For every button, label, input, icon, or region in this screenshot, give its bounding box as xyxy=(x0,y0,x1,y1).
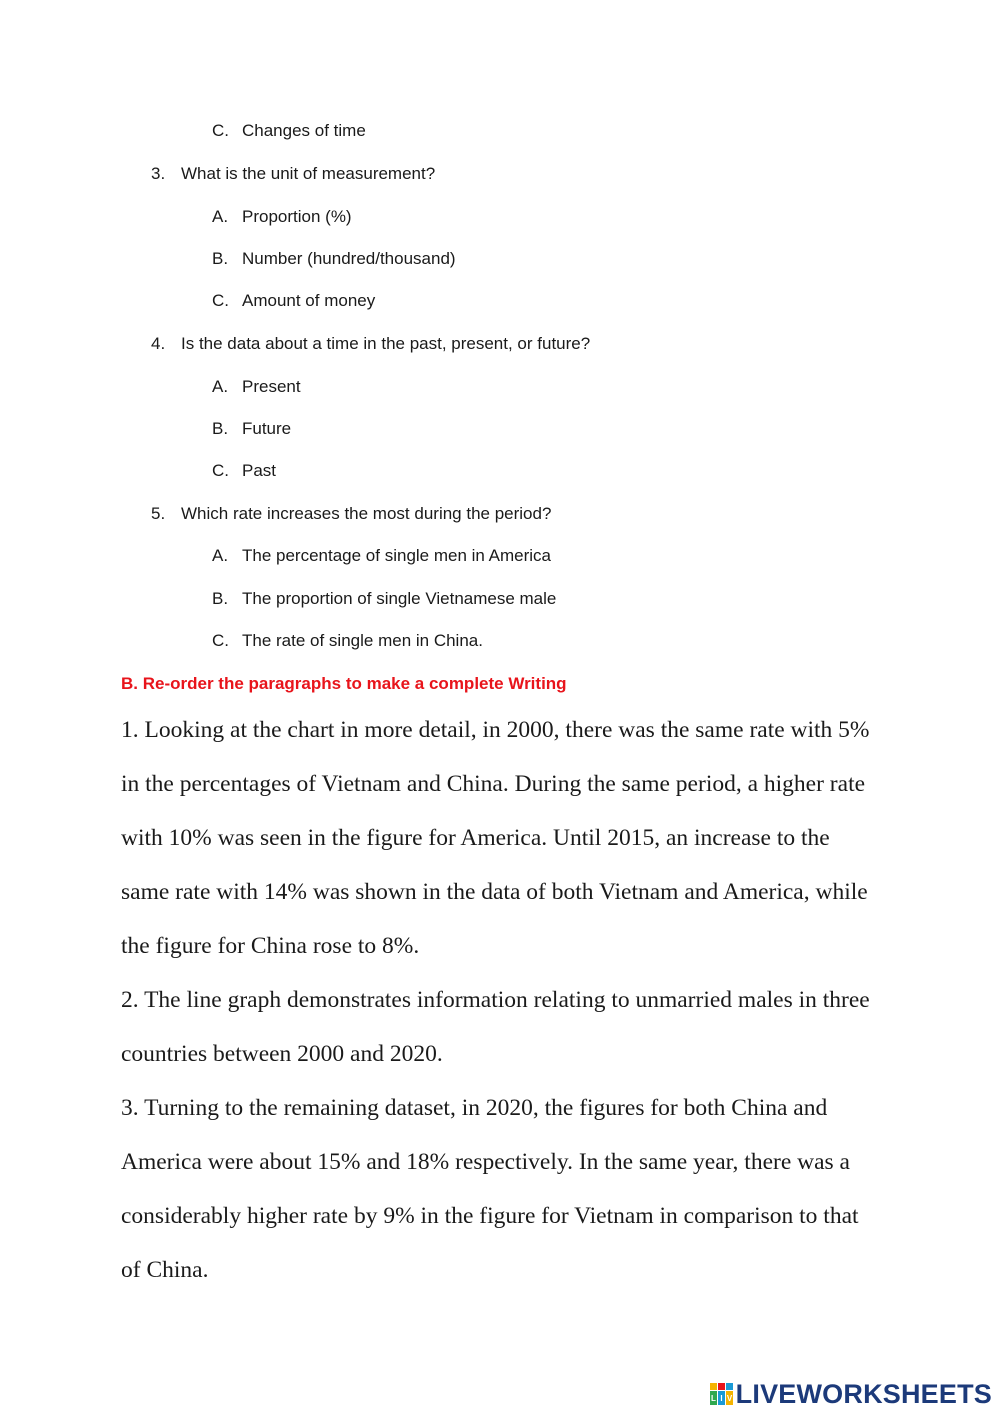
q5-option-b xyxy=(212,589,556,609)
question-text: Is the data about a time in the past, present, or future? xyxy=(181,334,591,353)
paragraph-line: the figure for China rose to 8%. xyxy=(121,933,420,959)
option-label: A. xyxy=(212,207,229,226)
option-text: The rate of single men in China. xyxy=(242,631,483,650)
question-4 xyxy=(151,334,590,354)
option-label: B. xyxy=(212,589,229,608)
paragraph-line: 1. Looking at the chart in more detail, in 2000, there was the same rate with 5% xyxy=(121,717,870,743)
option-text: The percentage of single men in America xyxy=(242,546,552,565)
q4-option-c xyxy=(212,461,276,481)
option-text: Present xyxy=(242,377,301,396)
q2-option-c xyxy=(212,121,366,141)
option-text: Amount of money xyxy=(242,291,376,310)
q4-option-a xyxy=(212,377,301,397)
paragraph-line: America were about 15% and 18% respectively. In the same year, there was a xyxy=(121,1149,850,1175)
question-text: What is the unit of measurement? xyxy=(181,164,436,183)
q3-option-b xyxy=(212,249,456,269)
option-text: Past xyxy=(242,461,277,480)
paragraph-line: 3. Turning to the remaining dataset, in 2020, the figures for both China and xyxy=(121,1095,828,1121)
option-label: A. xyxy=(212,546,229,565)
option-label: C. xyxy=(212,631,229,650)
q4-option-b xyxy=(212,419,291,439)
question-number: 3. xyxy=(151,164,166,183)
q3-option-c xyxy=(212,291,375,311)
question-number: 4. xyxy=(151,334,166,353)
option-label: B. xyxy=(212,249,229,268)
option-text: Future xyxy=(242,419,292,438)
question-text: Which rate increases the most during the period? xyxy=(181,504,552,523)
option-label: C. xyxy=(212,461,229,480)
option-text: The proportion of single Vietnamese male xyxy=(242,589,557,608)
question-5 xyxy=(151,504,551,524)
option-text: Number (hundred/thousand) xyxy=(242,249,456,268)
paragraph-line: considerably higher rate by 9% in the figure for Vietnam in comparison to that xyxy=(121,1203,859,1229)
liveworksheets-logo xyxy=(710,1379,992,1409)
paragraph-line: 2. The line graph demonstrates information relating to unmarried males in three xyxy=(121,987,870,1013)
option-text: Proportion (%) xyxy=(242,207,352,226)
paragraph-line: with 10% was seen in the figure for America. Until 2015, an increase to the xyxy=(121,825,830,851)
paragraph-line: in the percentages of Vietnam and China. During the same period, a higher rate xyxy=(121,771,866,797)
brand-name: LIVEWORKSHEETS xyxy=(735,1378,992,1409)
q5-option-c xyxy=(212,631,483,651)
paragraph-line: same rate with 14% was shown in the data of both Vietnam and America, while xyxy=(121,879,868,905)
paragraph-line: countries between 2000 and 2020. xyxy=(121,1041,443,1067)
q3-option-a xyxy=(212,207,352,227)
svg-text:I: I xyxy=(720,1394,723,1403)
option-text: Changes of time xyxy=(242,121,366,140)
q5-option-a xyxy=(212,546,551,566)
svg-text:L: L xyxy=(710,1394,716,1403)
option-label: A. xyxy=(212,377,229,396)
option-label: C. xyxy=(212,291,229,310)
section-b-heading: B. Re-order the paragraphs to make a complete Writing xyxy=(121,674,567,693)
question-number: 5. xyxy=(151,504,166,523)
paragraph-line: of China. xyxy=(121,1257,209,1283)
question-3 xyxy=(151,164,435,184)
option-label: C. xyxy=(212,121,229,140)
option-label: B. xyxy=(212,419,229,438)
liveworksheets-logo-icon xyxy=(710,1383,734,1405)
svg-text:V: V xyxy=(726,1394,732,1403)
